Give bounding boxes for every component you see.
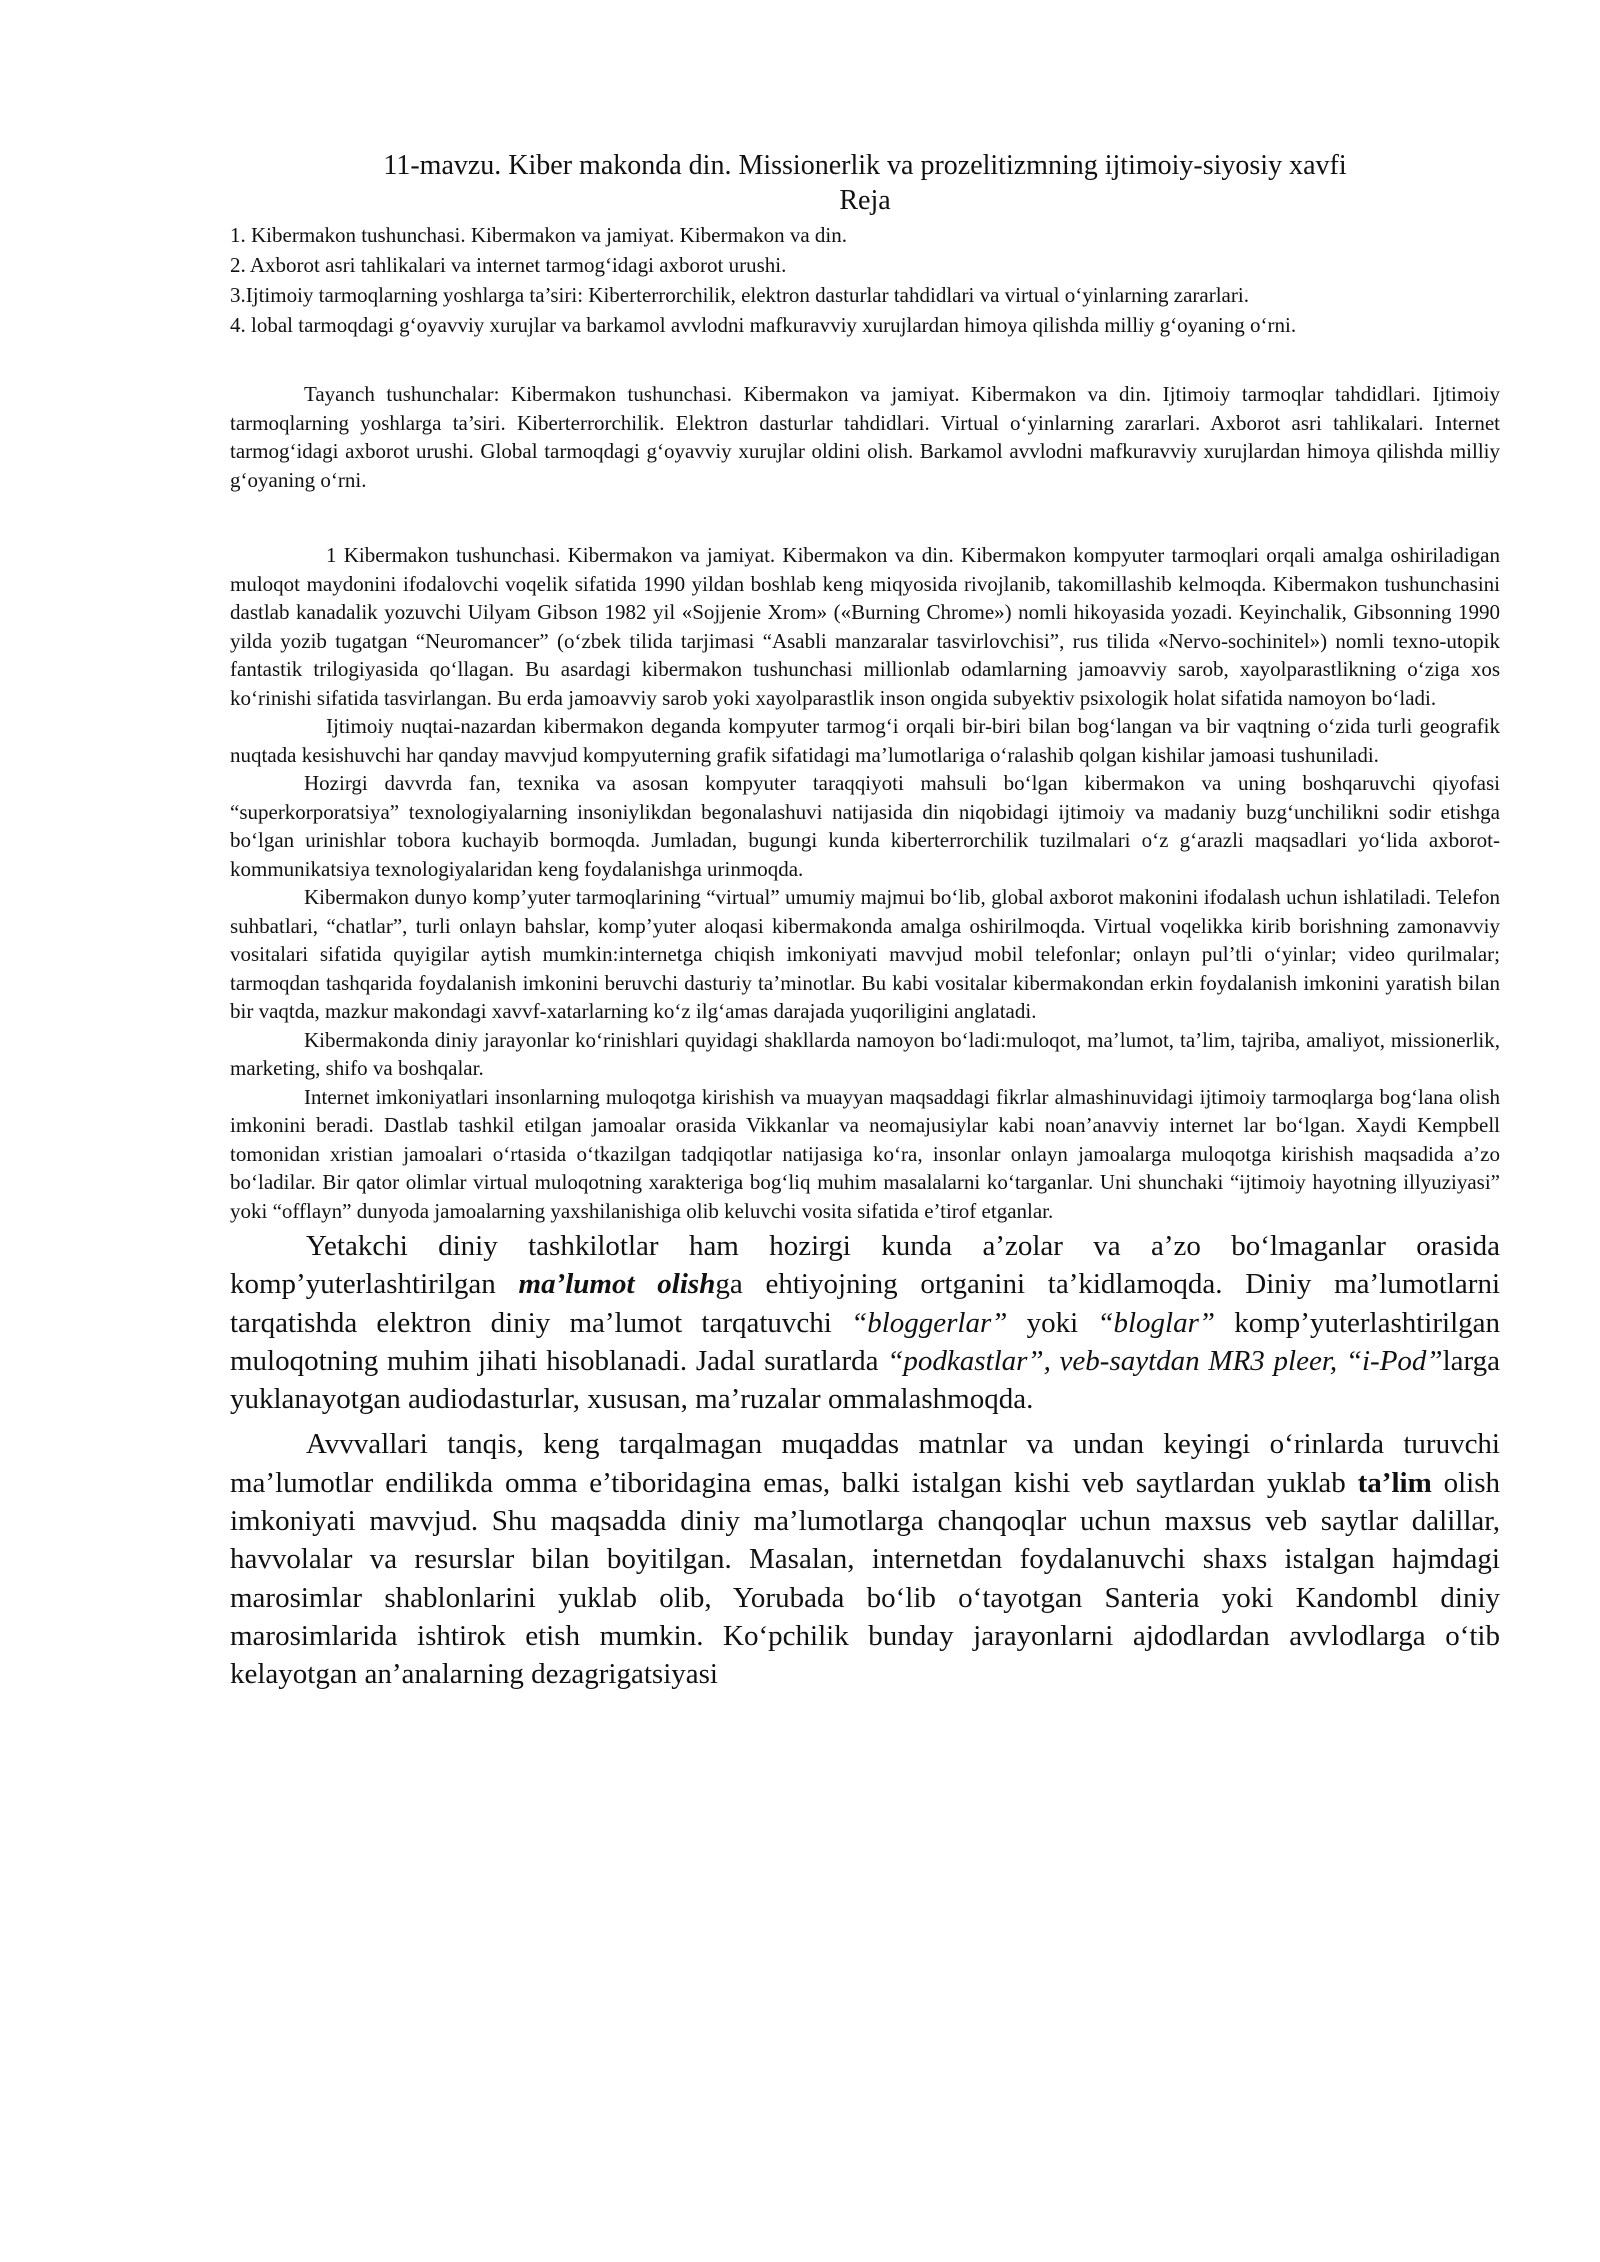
- text-run: larga yuklanayotgan audiodasturlar, xususan, ma’ruzalar ommalashmoqda.: [230, 1344, 1500, 1416]
- plan-item: 2. Axborot asri tahlikalari va internet tarmog‘idagi axborot urushi.: [230, 253, 787, 277]
- key-concepts-section: [230, 380, 1500, 494]
- body-paragraph: Ijtimoiy nuqtai-nazardan kibermakon deganda kompyuter tarmog‘i orqali bir-biri bilan bog‘langan va bir vaqtning o‘zida turli geografik nuqtada kesishuvchi har qanday mavvjud kompyuterning grafik sifatidagi ma’lumotlariga o‘ralashib qolgan kishilar jamoasi tushuniladi.: [230, 714, 1500, 767]
- text-run: komp’yuterlashtirilgan muloqotning muhim jihati hisoblanadi. Jadal suratlarda: [230, 1306, 1501, 1377]
- body-paragraph-large: [230, 1425, 1500, 1693]
- body-large-section: [230, 1227, 1500, 1694]
- text-run: yoki: [1007, 1306, 1098, 1339]
- emphasis-text: “podkastlar”, veb-saytdan MR3 pleer,: [887, 1344, 1338, 1377]
- body-paragraph-large: [230, 1227, 1500, 1418]
- text-run: Avvvallari tanqis, keng tarqalmagan muqaddas matnlar va undan keyingi o‘rinlarda turuvchi ma’lumotlar endilikda omma e’tiboridagina emas, balki istalgan kishi veb saytlardan yuklab: [230, 1428, 1500, 1499]
- document-page: [230, 148, 1500, 1694]
- key-concepts-paragraph: Tayanch tushunchalar: Kibermakon tushunchasi. Kibermakon va jamiyat. Kibermakon va din. Ijtimoiy tarmoqlar tahdidlari. Ijtimoiy tarmoqlarning yoshlarga ta’siri. Kiberterrorchilik. Elektron dasturlar tahdidlari. Virtual o‘yinlarning zararlari. Axborot asri tahlikalari. Internet tarmog‘idagi axborot urushi. Global tarmoqdagi g‘oyavviy xurujlar oldini olish. Barkamol avvlodni mafkuravviy xurujlardan himoya qilishda milliy g‘oyaning o‘rni.: [230, 382, 1500, 492]
- text-run: ga ehtiyojning ortganini ta’kidlamoqda. Diniy ma’lumotlarni tarqatishda elektron diniy ma’lumot tarqatuvchi: [230, 1268, 1500, 1339]
- emphasis-text: “i-Pod”: [1345, 1344, 1443, 1377]
- document-title: 11-mavzu. Kiber makonda din. Missionerlik va prozelitizmning ijtimoiy-siyosiy xavfi: [383, 150, 1347, 181]
- body-paragraph: 1 Kibermakon tushunchasi. Kibermakon va jamiyat. Kibermakon va din. Kibermakon kompyuter tarmoqlari orqali amalga oshiriladigan muloqot maydonini ifodalovchi voqelik sifatida 1990 yildan boshlab keng miqyosida rivojlanib, takomillashib kelmoqda. Kibermakon tushunchasini dastlab kanadalik yozuvchi Uilyam Gibson 1982 yil «Sojjenie Xrom» («Burning Chrome») nomli hikoyasida yozadi. Keyinchalik, Gibsonning 1990 yilda yozib tugatgan “Neuromancer” (o‘zbek tilida tarjimasi “Asabli manzaralar tasvirlovchisi”, rus tilida «Nervo-sochinitel») nomli texno-utopik fantastik trilogiyasida qo‘llagan. Bu asardagi kibermakon tushunchasi millionlab odamlarning jamoavviy sarob, xayolparastlikning o‘ziga xos ko‘rinishi sifatida tasvirlangan. Bu erda jamoavviy sarob yoki xayolparastlik inson ongida subyektiv psixologik holat sifatida namoyon bo‘ladi.: [230, 543, 1500, 710]
- body-small-section: [230, 541, 1500, 1225]
- body-paragraph: Internet imkoniyatlari insonlarning muloqotga kirishish va muayyan maqsaddagi fikrlar almashinuvidagi ijtimoiy tarmoqlarga bog‘lana olish imkonini beradi. Dastlab tashkil etilgan jamoalar orasida Vikkanlar va neomajusiylar kabi noan’anavviy internet lar bo‘lgan. Xaydi Kempbell tomonidan xristian jamoalari o‘rtasida o‘tkazilgan tadqiqotlar natijasiga ko‘ra, insonlar onlayn jamoalarga muloqotga kirishish maqsadida a’zo bo‘ladilar. Bir qator olimlar virtual muloqotning xarakteriga bog‘liq muhim masalalarni ko‘targanlar. Uni shunchaki “ijtimoiy hayotning illyuziyasi” yoki “offlayn” dunyoda jamoalarning yaxshilanishiga olib keluvchi vosita sifatida e’tirof etganlar.: [230, 1084, 1500, 1223]
- plan-list: [230, 220, 1500, 340]
- body-paragraph: Kibermakon dunyo komp’yuter tarmoqlarining “virtual” umumiy majmui bo‘lib, global axborot makonini ifodalash uchun ishlatiladi. Telefon suhbatlari, “chatlar”, turli onlayn bahslar, komp’yuter aloqasi kibermakonda amalga oshirilmoqda. Virtual voqelikka kirib borishning zamonavviy vositalari sifatida quyigilar aytish mumkin:internetga chiqish imkoniyati mavvjud mobil telefonlar; onlayn pul’tli o‘yinlar; video qurilmalar; tarmoqdan tashqarida foydalanish imkonini beruvchi dasturiy ta’minotlar. Bu kabi vositalar kibermakondan erkin foydalanish imkonini yaratish bilan bir vaqtda, mazkur makondagi xavvf-xatarlarning ko‘z ilg‘amas darajada yuqoriligini anglatadi.: [230, 885, 1500, 1023]
- emphasis-text: ma’lumot olish: [518, 1268, 716, 1301]
- plan-item: 4. lobal tarmoqdagi g‘oyavviy xurujlar va barkamol avvlodni mafkuravviy xurujlardan himoya qilishda milliy g‘oyaning o‘rni.: [230, 313, 1297, 337]
- plan-item: 1. Kibermakon tushunchasi. Kibermakon va jamiyat. Kibermakon va din.: [230, 223, 848, 247]
- text-run: Yetakchi diniy tashkilotlar ham hozirgi kunda a’zolar va a’zo bo‘lmaganlar orasida komp’yuterlashtirilgan: [230, 1230, 1500, 1301]
- emphasis-text: “bloglar”: [1097, 1306, 1216, 1339]
- plan-item: 3.Ijtimoiy tarmoqlarning yoshlarga ta’siri: Kiberterrorchilik, elektron dasturlar tahdidlari va virtual o‘yinlarning zararlari.: [230, 283, 1249, 307]
- body-paragraph: Kibermakonda diniy jarayonlar ko‘rinishlari quyidagi shakllarda namoyon bo‘ladi:muloqot, ma’lumot, ta’lim, tajriba, amaliyot, missionerlik, marketing, shifo va boshqalar.: [230, 1027, 1500, 1080]
- body-paragraph: Hozirgi davvrda fan, texnika va asosan kompyuter taraqqiyoti mahsuli bo‘lgan kibermakon va uning boshqaruvchi qiyofasi “superkorporatsiya” texnologiyalarning insoniylikdan begonalashuvi natijasida din niqobidagi ijtimoiy va madaniy buzg‘unchilikni sodir etishga bo‘lgan urinishlar tobora kuchayib bormoqda. Jumladan, bugungi kunda kiberterrorchilik tuzilmalari o‘z g‘arazli maqsadlari yo‘lida axborot-kommunikatsiya texnologiyalaridan keng foydalanishga urinmoqda.: [230, 771, 1500, 881]
- text-run: olish imkoniyati mavvjud. Shu maqsadda diniy ma’lumotlarga chanqoqlar uchun maxsus veb saytlar dalillar, havvolalar va resurslar bilan boyitilgan. Masalan, internetdan foydalanuvchi shaxs istalgan hajmdagi marosimlar shablonlarini yuklab olib, Yorubada bo‘lib o‘tayotgan Santeria yoki Kandombl diniy marosimlarida ishtirok etish mumkin. Ko‘pchilik bunday jarayonlarni ajdodlardan avvlodlarga o‘tib kelayotgan an’analarning dezagrigatsiyasi: [230, 1466, 1500, 1691]
- document-subtitle: Reja: [839, 185, 891, 216]
- text-run: [1337, 1345, 1346, 1377]
- emphasis-text: “bloggerlar”: [851, 1306, 1008, 1339]
- emphasis-text: ta’lim: [1357, 1466, 1432, 1499]
